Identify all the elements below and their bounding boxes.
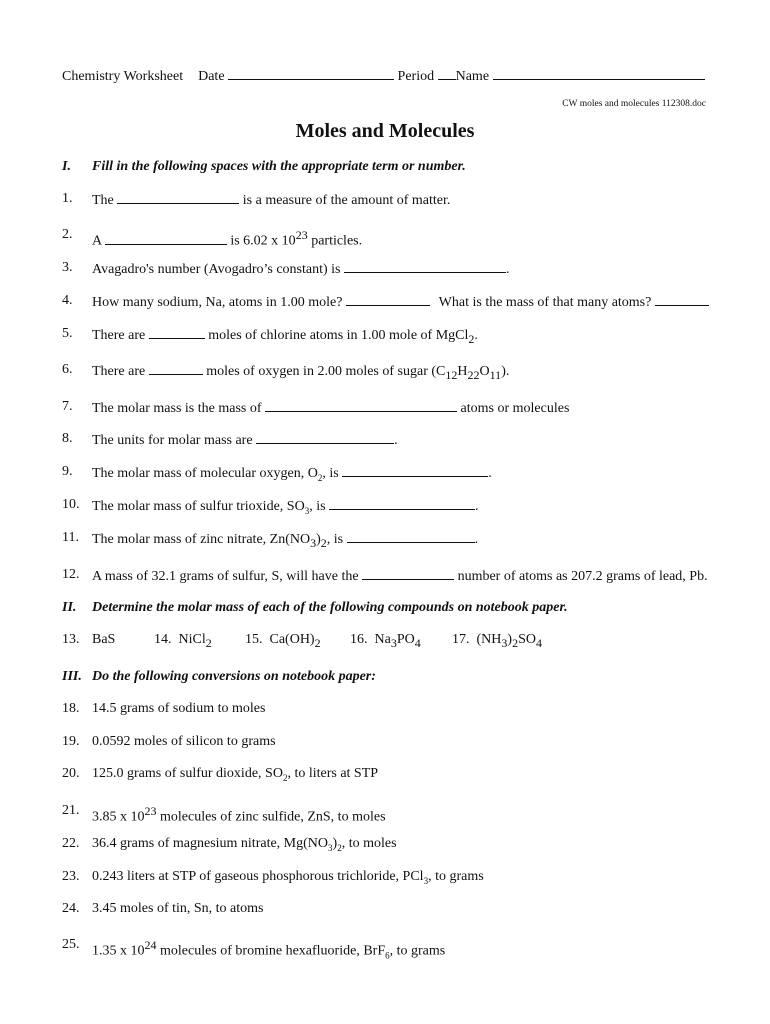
- answer-blank[interactable]: [655, 292, 709, 306]
- answer-blank[interactable]: [256, 430, 394, 444]
- question-number: 14.: [154, 632, 172, 647]
- question-text: number of atoms as 207.2 grams of lead, Pb.: [457, 569, 708, 584]
- question-text: The molar mass of sulfur trioxide, SO: [92, 499, 305, 514]
- name-label: Name: [455, 69, 490, 84]
- answer-blank[interactable]: [329, 496, 475, 510]
- answer-blank[interactable]: [149, 325, 205, 339]
- subscript: 2: [314, 635, 321, 650]
- date-blank[interactable]: [228, 66, 394, 80]
- subscript: 2: [468, 331, 475, 346]
- subscript: 2: [317, 472, 323, 483]
- answer-blank[interactable]: [347, 529, 475, 543]
- section-1-instruction: Fill in the following spaces with the appropriate term or number.: [92, 159, 466, 174]
- formula-text: PO: [396, 632, 415, 647]
- question-text: There are: [92, 364, 146, 379]
- worksheet-title-label: Chemistry Worksheet: [62, 69, 184, 84]
- subscript: 3: [304, 505, 310, 516]
- question-number: 21.: [62, 803, 80, 818]
- answer-blank[interactable]: [362, 566, 454, 580]
- question-text: O: [479, 364, 490, 379]
- question-text: Avagadro's number (Avogadro’s constant) is: [92, 262, 341, 277]
- question-text: 3.85 x 10: [92, 809, 145, 825]
- question-text: , is: [326, 532, 344, 547]
- question-number: 2.: [62, 227, 73, 242]
- question-number: 20.: [62, 766, 80, 781]
- question-text: The molar mass of molecular oxygen, O: [92, 466, 318, 481]
- answer-blank[interactable]: [149, 361, 203, 375]
- answer-blank[interactable]: [105, 231, 227, 245]
- question-text: 0.243 liters at STP of gaseous phosphorous trichloride, PCl: [92, 869, 424, 884]
- period-blank[interactable]: [438, 66, 456, 80]
- question-text: There are: [92, 328, 146, 343]
- compound-15: [245, 631, 321, 652]
- exponent: 23: [144, 804, 157, 818]
- subscript: 2: [337, 842, 342, 853]
- question-number: 12.: [62, 567, 80, 582]
- subscript: 3: [328, 842, 333, 853]
- question-text: The molar mass of zinc nitrate, Zn(NO: [92, 532, 311, 547]
- formula-text: Na: [374, 632, 391, 647]
- subscript: 3: [423, 875, 429, 886]
- question-text: molecules of bromine hexafluoride, BrF: [156, 943, 386, 959]
- question-number: 7.: [62, 399, 73, 414]
- section-2-instruction: Determine the molar mass of each of the following compounds on notebook paper.: [92, 600, 568, 615]
- question-number: 25.: [62, 937, 80, 952]
- subscript: 2: [512, 635, 519, 650]
- compound-16: [350, 631, 421, 652]
- exponent: 24: [144, 938, 157, 952]
- question-text: moles of chlorine atoms in 1.00 mole of MgCl: [208, 328, 469, 343]
- subscript: 4: [535, 635, 542, 650]
- question-text: 3.45 moles of tin, Sn, to atoms: [92, 901, 264, 916]
- subscript: 12: [445, 367, 458, 382]
- question-text: 1.35 x 10: [92, 943, 145, 959]
- question-number: 22.: [62, 836, 80, 851]
- question-text: A: [92, 233, 102, 249]
- question-text: .: [475, 499, 479, 514]
- question-text: particles.: [307, 233, 363, 249]
- question-number: 15.: [245, 632, 263, 647]
- question-text: .: [506, 262, 510, 277]
- answer-blank[interactable]: [342, 463, 488, 477]
- question-text: ).: [501, 364, 510, 379]
- formula-text: (NH: [476, 632, 502, 647]
- question-number: 23.: [62, 869, 80, 884]
- question-text: , is: [309, 499, 326, 514]
- question-text: .: [474, 532, 479, 547]
- question-text: How many sodium, Na, atoms in 1.00 mole?: [92, 295, 343, 310]
- question-text: 36.4 grams of magnesium nitrate, Mg(NO: [92, 836, 329, 851]
- subscript: 2: [205, 635, 212, 650]
- subscript: 3: [501, 635, 508, 650]
- formula-text: NiCl: [178, 632, 206, 647]
- section-1-numeral: I.: [62, 159, 71, 174]
- question-text: ): [316, 532, 321, 547]
- question-number: 10.: [62, 497, 80, 512]
- question-text: ): [332, 836, 338, 851]
- question-text: , to grams: [428, 869, 484, 884]
- subscript: 2: [320, 535, 327, 550]
- question-number: 6.: [62, 362, 73, 377]
- compound-13: BaS: [92, 632, 116, 647]
- question-number: 5.: [62, 326, 73, 341]
- question-text: , to grams: [389, 943, 446, 959]
- question-number: 17.: [452, 632, 470, 647]
- question-text: .: [474, 328, 478, 343]
- question-text: The: [92, 193, 114, 208]
- question-number: 1.: [62, 191, 73, 206]
- question-text: H: [457, 364, 468, 379]
- exponent: 23: [295, 228, 308, 242]
- question-text: 0.0592 moles of silicon to grams: [92, 734, 276, 749]
- compound-17: [452, 631, 542, 652]
- header-row: [62, 66, 705, 86]
- name-blank[interactable]: [493, 66, 705, 80]
- subscript: 11: [489, 367, 502, 382]
- question-text: What is the mass of that many atoms?: [438, 295, 652, 310]
- question-number: 18.: [62, 701, 80, 716]
- subscript: 22: [467, 367, 480, 382]
- compound-14: [154, 631, 212, 652]
- question-text: 125.0 grams of sulfur dioxide, SO: [92, 766, 283, 781]
- section-3-numeral: III.: [62, 669, 82, 684]
- question-text: atoms or molecules: [460, 401, 570, 416]
- question-text: is 6.02 x 10: [230, 233, 296, 249]
- formula-text: SO: [518, 632, 536, 647]
- answer-blank[interactable]: [344, 259, 506, 273]
- question-text: .: [394, 433, 398, 448]
- answer-blank[interactable]: [346, 292, 430, 306]
- question-number: 4.: [62, 293, 73, 308]
- question-text: 14.5 grams of sodium to moles: [92, 701, 266, 716]
- subscript: 3: [310, 535, 317, 550]
- question-number: 3.: [62, 260, 73, 275]
- question-text: moles of oxygen in 2.00 moles of sugar (C: [206, 364, 446, 379]
- question-text: molecules of zinc sulfide, ZnS, to moles: [156, 809, 386, 825]
- subscript: 2: [282, 772, 288, 783]
- question-text: The molar mass is the mass of: [92, 401, 262, 416]
- question-text: , to moles: [341, 836, 397, 851]
- formula-text: ): [507, 632, 513, 647]
- formula-text: Ca(OH): [269, 632, 315, 647]
- question-text: .: [488, 466, 492, 481]
- subscript: 3: [390, 635, 397, 650]
- date-label: Date: [198, 69, 225, 84]
- question-text: A mass of 32.1 grams of sulfur, S, will have the: [92, 569, 359, 584]
- question-number: 9.: [62, 464, 73, 479]
- answer-blank[interactable]: [265, 398, 457, 412]
- question-number: 11.: [62, 530, 79, 545]
- question-text: The units for molar mass are: [92, 433, 253, 448]
- file-name: CW moles and molecules 112308.doc: [562, 99, 706, 109]
- answer-blank[interactable]: [117, 190, 239, 204]
- question-text: is a measure of the amount of matter.: [242, 193, 451, 208]
- subscript: 6: [385, 950, 390, 961]
- question-number: 13.: [62, 632, 80, 647]
- question-number: 19.: [62, 734, 80, 749]
- section-2-numeral: II.: [62, 600, 77, 615]
- section-3-instruction: Do the following conversions on notebook paper:: [92, 669, 376, 684]
- question-number: 8.: [62, 431, 73, 446]
- question-text: , is: [322, 466, 339, 481]
- question-number: 16.: [350, 632, 368, 647]
- subscript: 4: [414, 635, 421, 650]
- page-title: Moles and Molecules: [295, 120, 475, 142]
- question-text: , to liters at STP: [287, 766, 379, 781]
- question-number: 24.: [62, 901, 80, 916]
- period-label: Period: [397, 69, 435, 84]
